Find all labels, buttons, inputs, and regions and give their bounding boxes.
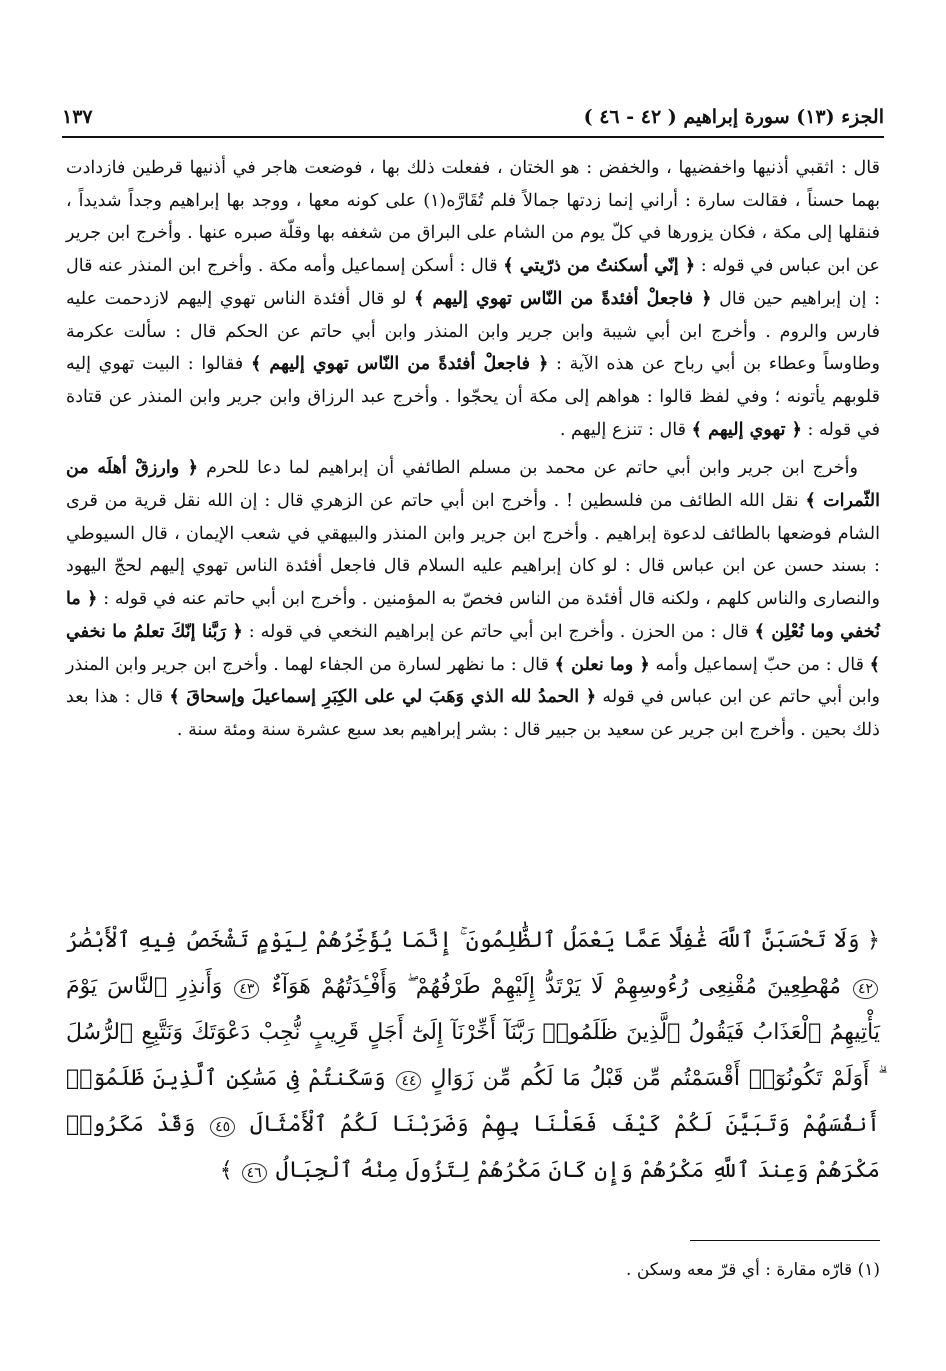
footnote-rule xyxy=(690,1240,880,1241)
text-run: قال : تنزع إليهم . xyxy=(559,419,692,440)
text-run: قال : أسكن إسماعيل وأمه مكة . وأخرج ابن المنذر عنه قال : إن إبراهيم حين قال xyxy=(66,256,880,309)
quran-quote: ﴿ وما نعلن ﴾ xyxy=(554,653,650,675)
text-run: ﴿ وَلَا تَحْسَبَنَّ ٱللَّهَ غَٰفِلًا عَمَّا يَعْمَلُ ٱلظَّٰلِمُونَ ۚ إِنَّمَا يُؤَخِّرُهُمْ لِيَوْمٍ تَشْخَصُ فِيهِ ٱلْأَبْصَٰرُ xyxy=(66,928,880,953)
quran-quote: ﴿ الحمدُ لله الذي وَهَبَ لي على الكِبَرِ إسماعيلَ وإسحاقَ ﴾ xyxy=(169,686,597,708)
running-header xyxy=(62,100,884,134)
commentary-paragraph-1 xyxy=(66,152,880,446)
text-run: قال : هذا بعد ذلك بحين . وأخرج ابن جرير عن سعيد بن جبير قال : بشر إبراهيم بعد سبع عشرة سنة ومئة سنة . xyxy=(66,687,880,740)
quran-quote: ﴿ فاجعلْ أفئدةً من النّاس تهوي إليهم ﴾ xyxy=(414,287,712,309)
text-run: وَسَكَنتُمْ فِى مَسَٰكِنِ ٱلَّذِينَ ظَلَمُوٓا۟ أَنفُسَهُمْ وَتَبَيَّنَ لَكُمْ كَيْفَ فَعَلْنَا بِهِمْ وَضَرَبْنَا لَكُمُ ٱلْأَمْثَالَ xyxy=(66,1066,880,1137)
commentary-paragraph-2 xyxy=(66,452,880,746)
page-number: ١٣٧ xyxy=(62,106,93,128)
text-run: وَأَنذِرِ ٱلنَّاسَ يَوْمَ يَأْتِيهِمُ ٱلْعَذَابُ فَيَقُولُ ٱلَّذِينَ ظَلَمُوا۟ رَبَّنَآ أَخِّرْنَآ إِلَىٰٓ أَجَلٍ قَرِيبٍ نُّجِبْ دَعْوَتَكَ وَنَتَّبِعِ ٱلرُّسُلَ ۗ أَوَلَمْ تَكُونُوٓا۟ أَقْسَمْتُم مِّن قَبْلُ مَا لَكُم مِّن زَوَالٍ xyxy=(66,974,880,1091)
text-run: وأخرج ابن جرير وابن أبي حاتم عن محمد بن مسلم الطائفي أن إبراهيم لما دعا للحرم xyxy=(198,458,859,479)
text-run: نقل الله الطائف من فلسطين ! . وأخرج ابن أبي حاتم عن الزهري قال : إن الله نقل قرية من قرى الشام فوضعها بالطائف لدعوة إبراهيم . وأخرج ابن جرير وابن المنذر والبيهقي في شعب الإيمان ، قال السيوطي : بسند حسن عن ابن عباس قال : لو كان إبراهيم عليه السلام قال فاجعل أفئدة الناس تهوي إليهم لحجّ اليهود والنصارى والناس كلهم ، ولكنه قال أفئدة من الناس فخصّ به المؤمنين . وأخرج ابن أبي حاتم عنه في قوله : xyxy=(66,491,881,610)
quran-verses xyxy=(66,918,880,1194)
ayah-number-marker: ٤٤ xyxy=(396,1071,421,1091)
quran-quote: ﴿ رَبَّنا إنّكَ تعلمُ ما نخفي ﴾ xyxy=(66,620,880,675)
ayah-number-marker: ٤٦ xyxy=(242,1163,267,1183)
quran-quote: ﴿ فاجعلْ أفئدةً من النّاس تهوي إليهم ﴾ xyxy=(250,353,549,375)
text-run: وَقَدْ مَكَرُوا۟ مَكْرَهُمْ وَعِندَ ٱللَّهِ مَكْرُهُمْ وَإِن كَانَ مَكْرُهُمْ لِتَزُولَ مِنْهُ ٱلْجِبَالُ xyxy=(66,1112,880,1183)
header-rule xyxy=(62,136,884,138)
text-run: مُهْطِعِينَ مُقْنِعِى رُءُوسِهِمْ لَا يَرْتَدُّ إِلَيْهِمْ طَرْفُهُمْ ۖ وَأَفْـِٔدَتُهُمْ هَوَآءٌ xyxy=(261,974,851,999)
text-run: ﴾ xyxy=(219,1158,240,1183)
quran-quote: ﴿ تهوي إليهم ﴾ xyxy=(691,418,802,440)
ayah-number-marker: ٤٥ xyxy=(210,1117,235,1137)
text-run: على كونه معها ، ووجد بها إبراهيم وجداً شديداً ، فنقلها إلى مكة ، فكان يزورها في كلّ يوم من الشام على البراق من شغفه بها وقلّة صبره عنها . وأخرج ابن جرير عن ابن عباس في قوله : xyxy=(66,190,880,277)
quran-quote: ﴿ وارزقْ أهلَه من الثّمرات ﴾ xyxy=(66,457,880,512)
quran-passage xyxy=(66,918,880,1194)
quran-quote: ﴿ ما نُخفي وما نُعْلِن ﴾ xyxy=(66,588,880,642)
ayah-number-marker: ٤٣ xyxy=(234,979,259,999)
text-run: (١) xyxy=(423,190,447,211)
quran-quote: ﴿ إنّي أسكنتُ من ذرّيتي ﴾ xyxy=(503,255,696,277)
text-run: قال : اثقبي أذنيها واخفضيها ، والخفض : هو الختان ، ففعلت ذلك بها ، فوضعت هاجر في أذنيها قرطين فازدادت بهما حسناً ، فقالت سارة : أراني إنما زدتها جمالاً فلم تُقَارَّه xyxy=(66,158,880,211)
ayah-number-marker: ٤٢ xyxy=(853,979,878,999)
footnote: (١) قارّه مقارة : أي قرّ معه وسكن . xyxy=(626,1260,880,1280)
running-title: الجزء (١٣) سورة إبراهيم ( ٤٢ - ٤٦ ) xyxy=(583,106,884,128)
text-run: قال : ما نظهر لسارة من الجفاء لهما . وأخرج ابن جرير وابن المنذر وابن أبي حاتم عن ابن عباس في قوله xyxy=(66,654,880,708)
commentary-text xyxy=(66,152,880,747)
text-run: قال : من حبّ إسماعيل وأمه xyxy=(649,654,870,675)
text-run: قال : من الحزن . وأخرج ابن أبي حاتم عن إبراهيم النخعي في قوله : xyxy=(242,621,755,642)
text-run: لو قال أفئدة الناس تهوي إليهم لازدحمت عليه فارس والروم . وأخرج ابن أبي شيبة وابن جرير وابن المنذر وابن أبي حاتم عن الحكم قال : سألت عكرمة وطاوساً وعطاء بن أبي رباح عن هذه الآية : xyxy=(66,288,881,375)
text-run: فقالوا : البيت تهوي إليه قلوبهم يأتونه ؛ وفي لفظ قالوا : هواهم إلى مكة أن يحجّوا . وأخرج عبد الرزاق وابن جرير وابن المنذر عن قتادة في قوله : xyxy=(66,354,880,440)
